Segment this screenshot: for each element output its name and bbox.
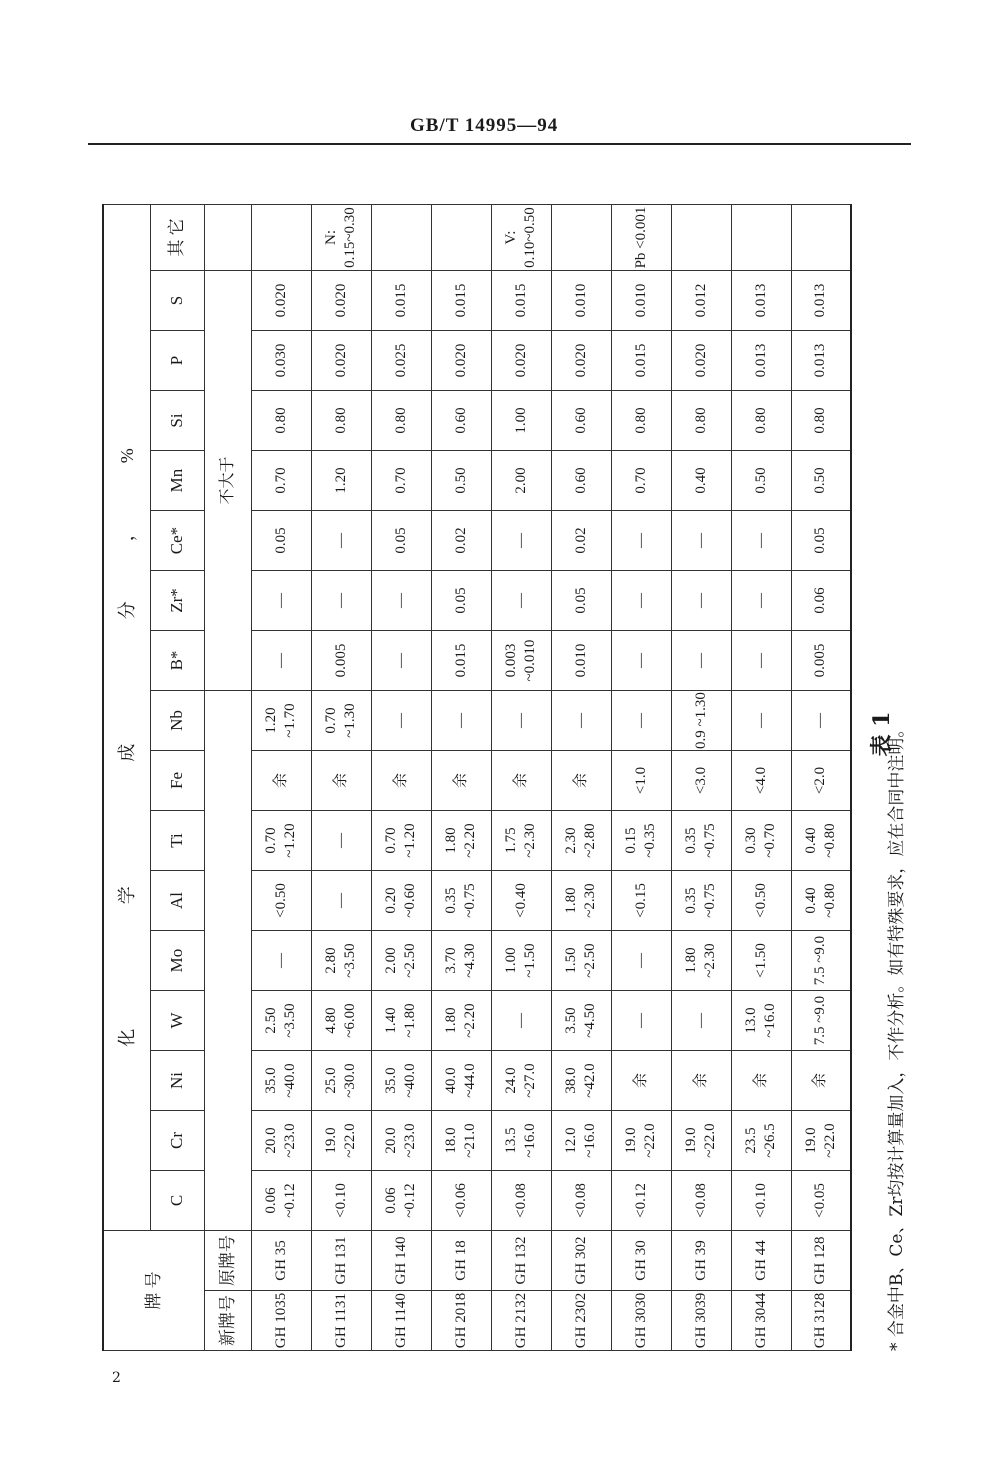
cell-ti: 1.75 ~2.30 <box>491 811 551 871</box>
element-header-row <box>150 205 204 1351</box>
cell-b: — <box>251 631 311 691</box>
cell-s: 0.012 <box>671 271 731 331</box>
cell-ce: 0.02 <box>431 511 491 571</box>
cell-p: 0.020 <box>311 331 371 391</box>
cell-c: <0.08 <box>671 1171 731 1231</box>
cell-b: 0.005 <box>311 631 371 691</box>
cell-b: — <box>731 631 791 691</box>
cell-mo: 7.5 ~9.0 <box>791 931 851 991</box>
cell-mo: 2.00 ~2.50 <box>371 931 431 991</box>
cell-si: 0.60 <box>551 391 611 451</box>
cell-ni: 38.0 ~42.0 <box>551 1051 611 1111</box>
cell-b: 0.015 <box>431 631 491 691</box>
cell-nb: — <box>491 691 551 751</box>
cell-w: 13.0 ~16.0 <box>731 991 791 1051</box>
cell-ti: 0.70 ~1.20 <box>371 811 431 871</box>
cell-b: — <box>371 631 431 691</box>
cell-mn: 0.50 <box>791 451 851 511</box>
cell-other <box>671 205 731 271</box>
cell-fe: 余 <box>251 751 311 811</box>
cell-si: 0.80 <box>731 391 791 451</box>
element-header: C <box>150 1171 204 1231</box>
cell-other <box>251 205 311 271</box>
cell-new: GH 3128 <box>791 1291 851 1351</box>
cell-zr: — <box>311 571 371 631</box>
cell-b: — <box>611 631 671 691</box>
element-header: Si <box>150 391 204 451</box>
cell-c: <0.12 <box>611 1171 671 1231</box>
cell-ce: — <box>671 511 731 571</box>
cell-b: 0.005 <box>791 631 851 691</box>
cell-mo: <1.50 <box>731 931 791 991</box>
element-header: P <box>150 331 204 391</box>
cell-ni: 35.0 ~40.0 <box>371 1051 431 1111</box>
cell-ti: 1.80 ~2.20 <box>431 811 491 871</box>
element-header: Mn <box>150 451 204 511</box>
cell-nb: — <box>731 691 791 751</box>
cell-w: — <box>491 991 551 1051</box>
cell-c: <0.10 <box>311 1171 371 1231</box>
cell-other <box>791 205 851 271</box>
cell-ti: 0.30 ~0.70 <box>731 811 791 871</box>
footnote: * 合金中B、Ce、Zr均按计算量加入，不作分析。如有特殊要求，应在合同中注明。 <box>887 720 907 1351</box>
cell-s: 0.015 <box>431 271 491 331</box>
cell-old: GH 30 <box>611 1231 671 1291</box>
element-header: Cr <box>150 1111 204 1171</box>
cell-ce: 0.05 <box>791 511 851 571</box>
cell-mo: 1.00 ~1.50 <box>491 931 551 991</box>
cell-ce: — <box>731 511 791 571</box>
cell-zr: — <box>671 571 731 631</box>
cell-mn: 0.70 <box>251 451 311 511</box>
cell-s: 0.020 <box>251 271 311 331</box>
cell-nb: — <box>371 691 431 751</box>
cell-fe: 余 <box>311 751 371 811</box>
cell-fe: 余 <box>491 751 551 811</box>
cell-al: 1.80 ~2.30 <box>551 871 611 931</box>
cell-fe: <2.0 <box>791 751 851 811</box>
cell-al: <0.15 <box>611 871 671 931</box>
cell-new: GH 1140 <box>371 1291 431 1351</box>
cell-p: 0.020 <box>551 331 611 391</box>
cell-new: GH 1035 <box>251 1291 311 1351</box>
cell-new: GH 2132 <box>491 1291 551 1351</box>
cell-other: N: 0.15~0.30 <box>311 205 371 271</box>
header-spacer <box>204 691 251 1231</box>
cell-w: 4.80 ~6.00 <box>311 991 371 1051</box>
element-header: S <box>150 271 204 331</box>
cell-w: 7.5 ~9.0 <box>791 991 851 1051</box>
cell-zr: 0.05 <box>431 571 491 631</box>
table-row <box>431 205 491 1351</box>
cell-other: V: 0.10~0.50 <box>491 205 551 271</box>
cell-old: GH 39 <box>671 1231 731 1291</box>
table-row <box>551 205 611 1351</box>
cell-new: GH 2302 <box>551 1291 611 1351</box>
cell-nb: — <box>551 691 611 751</box>
cell-cr: 13.5 ~16.0 <box>491 1111 551 1171</box>
element-header: B* <box>150 631 204 691</box>
cell-mn: 0.40 <box>671 451 731 511</box>
cell-c: <0.08 <box>551 1171 611 1231</box>
cell-ce: — <box>611 511 671 571</box>
cell-new: GH 3030 <box>611 1291 671 1351</box>
cell-nb: — <box>611 691 671 751</box>
element-header: Nb <box>150 691 204 751</box>
cell-mo: — <box>251 931 311 991</box>
table-row <box>611 205 671 1351</box>
cell-old: GH 132 <box>491 1231 551 1291</box>
cell-nb: 1.20 ~1.70 <box>251 691 311 751</box>
table-row <box>671 205 731 1351</box>
cell-mn: 1.20 <box>311 451 371 511</box>
cell-cr: 23.5 ~26.5 <box>731 1111 791 1171</box>
cell-al: 0.20 ~0.60 <box>371 871 431 931</box>
element-header: W <box>150 991 204 1051</box>
cell-new: GH 1131 <box>311 1291 371 1351</box>
cell-ni: 40.0 ~44.0 <box>431 1051 491 1111</box>
cell-ti: — <box>311 811 371 871</box>
cell-fe: <3.0 <box>671 751 731 811</box>
cell-b: 0.010 <box>551 631 611 691</box>
cell-p: 0.020 <box>671 331 731 391</box>
cell-ce: 0.05 <box>371 511 431 571</box>
element-header: Zr* <box>150 571 204 631</box>
cell-si: 0.80 <box>791 391 851 451</box>
cell-p: 0.030 <box>251 331 311 391</box>
cell-p: 0.015 <box>611 331 671 391</box>
cell-s: 0.020 <box>311 271 371 331</box>
cell-nb: 0.70 ~1.30 <box>311 691 371 751</box>
new-grade-header: 新牌号 <box>204 1291 251 1351</box>
cell-zr: — <box>251 571 311 631</box>
cell-mn: 0.70 <box>371 451 431 511</box>
cell-cr: 20.0 ~23.0 <box>371 1111 431 1171</box>
cell-p: 0.025 <box>371 331 431 391</box>
table-row <box>491 205 551 1351</box>
cell-ni: 35.0 ~40.0 <box>251 1051 311 1111</box>
cell-si: 0.80 <box>671 391 731 451</box>
cell-ce: 0.02 <box>551 511 611 571</box>
cell-ni: 余 <box>731 1051 791 1111</box>
cell-old: GH 128 <box>791 1231 851 1291</box>
cell-al: 0.40 ~0.80 <box>791 871 851 931</box>
table-row <box>791 205 851 1351</box>
standard-code: GB/T 14995—94 <box>410 115 559 136</box>
cell-mn: 0.50 <box>431 451 491 511</box>
cell-si: 0.80 <box>251 391 311 451</box>
cell-c: <0.08 <box>491 1171 551 1231</box>
cell-c: <0.05 <box>791 1171 851 1231</box>
cell-zr: — <box>491 571 551 631</box>
cell-p: 0.013 <box>791 331 851 391</box>
cell-new: GH 3039 <box>671 1291 731 1351</box>
cell-al: <0.50 <box>731 871 791 931</box>
cell-cr: 12.0 ~16.0 <box>551 1111 611 1171</box>
cell-s: 0.015 <box>371 271 431 331</box>
cell-al: <0.40 <box>491 871 551 931</box>
cell-ti: 0.15 ~0.35 <box>611 811 671 871</box>
cell-si: 0.80 <box>611 391 671 451</box>
cell-si: 0.80 <box>311 391 371 451</box>
element-header: 其 它 <box>150 205 204 271</box>
cell-zr: — <box>371 571 431 631</box>
cell-fe: <4.0 <box>731 751 791 811</box>
cell-other <box>551 205 611 271</box>
cell-old: GH 18 <box>431 1231 491 1291</box>
cell-c: <0.06 <box>431 1171 491 1231</box>
cell-w: 1.80 ~2.20 <box>431 991 491 1051</box>
cell-mo: 3.70 ~4.30 <box>431 931 491 991</box>
cell-new: GH 2018 <box>431 1291 491 1351</box>
cell-old: GH 140 <box>371 1231 431 1291</box>
cell-mo: 1.80 ~2.30 <box>671 931 731 991</box>
cell-new: GH 3044 <box>731 1291 791 1351</box>
cell-w: — <box>611 991 671 1051</box>
cell-ni: 余 <box>791 1051 851 1111</box>
cell-al: 0.35 ~0.75 <box>431 871 491 931</box>
element-header: Fe <box>150 751 204 811</box>
other-spacer <box>204 205 251 271</box>
cell-zr: 0.05 <box>551 571 611 631</box>
cell-ce: — <box>491 511 551 571</box>
cell-c: 0.06 ~0.12 <box>371 1171 431 1231</box>
old-grade-header: 原牌号 <box>204 1231 251 1291</box>
cell-cr: 19.0 ~22.0 <box>791 1111 851 1171</box>
table-row <box>371 205 431 1351</box>
cell-fe: <1.0 <box>611 751 671 811</box>
page-number: 2 <box>112 1370 121 1386</box>
cell-w: 1.40 ~1.80 <box>371 991 431 1051</box>
table-caption: 表 1 <box>869 711 895 757</box>
cell-p: 0.020 <box>431 331 491 391</box>
cell-other <box>431 205 491 271</box>
cell-p: 0.020 <box>491 331 551 391</box>
cell-s: 0.010 <box>611 271 671 331</box>
cell-s: 0.010 <box>551 271 611 331</box>
cell-fe: 余 <box>431 751 491 811</box>
cell-ni: 25.0 ~30.0 <box>311 1051 371 1111</box>
element-header: Mo <box>150 931 204 991</box>
grade-header: 牌 号 <box>103 1231 204 1351</box>
composition-header: 化 学 成 分，% <box>103 205 150 1231</box>
element-header: Ce* <box>150 511 204 571</box>
cell-ti: 0.40 ~0.80 <box>791 811 851 871</box>
limit-note: 不大于 <box>204 271 251 691</box>
cell-s: 0.013 <box>731 271 791 331</box>
table-row <box>251 205 311 1351</box>
cell-w: 3.50 ~4.50 <box>551 991 611 1051</box>
cell-nb: 0.9 ~1.30 <box>671 691 731 751</box>
cell-cr: 18.0 ~21.0 <box>431 1111 491 1171</box>
cell-mn: 0.60 <box>551 451 611 511</box>
cell-al: 0.35 ~0.75 <box>671 871 731 931</box>
cell-zr: — <box>731 571 791 631</box>
cell-p: 0.013 <box>731 331 791 391</box>
cell-old: GH 131 <box>311 1231 371 1291</box>
cell-ni: 24.0 ~27.0 <box>491 1051 551 1111</box>
cell-cr: 20.0 ~23.0 <box>251 1111 311 1171</box>
cell-nb: — <box>791 691 851 751</box>
cell-si: 0.60 <box>431 391 491 451</box>
cell-old: GH 302 <box>551 1231 611 1291</box>
element-header: Al <box>150 871 204 931</box>
cell-zr: — <box>611 571 671 631</box>
cell-ce: 0.05 <box>251 511 311 571</box>
cell-ti: 0.70 ~1.20 <box>251 811 311 871</box>
cell-ce: — <box>311 511 371 571</box>
cell-cr: 19.0 ~22.0 <box>611 1111 671 1171</box>
cell-old: GH 44 <box>731 1231 791 1291</box>
cell-mo: 1.50 ~2.50 <box>551 931 611 991</box>
cell-mo: 2.80 ~3.50 <box>311 931 371 991</box>
cell-fe: 余 <box>371 751 431 811</box>
cell-si: 0.80 <box>371 391 431 451</box>
cell-s: 0.013 <box>791 271 851 331</box>
cell-zr: 0.06 <box>791 571 851 631</box>
cell-other <box>371 205 431 271</box>
cell-other <box>731 205 791 271</box>
cell-ni: 余 <box>671 1051 731 1111</box>
cell-mn: 2.00 <box>491 451 551 511</box>
cell-cr: 19.0 ~22.0 <box>671 1111 731 1171</box>
table-row <box>311 205 371 1351</box>
cell-mn: 0.70 <box>611 451 671 511</box>
cell-other: Pb <0.001 <box>611 205 671 271</box>
cell-mo: — <box>611 931 671 991</box>
element-header: Ti <box>150 811 204 871</box>
cell-fe: 余 <box>551 751 611 811</box>
composition-table <box>102 204 852 1351</box>
table-body <box>251 205 851 1351</box>
cell-c: 0.06 ~0.12 <box>251 1171 311 1231</box>
table-row <box>731 205 791 1351</box>
cell-b: 0.003 ~0.010 <box>491 631 551 691</box>
cell-cr: 19.0 ~22.0 <box>311 1111 371 1171</box>
cell-si: 1.00 <box>491 391 551 451</box>
cell-old: GH 35 <box>251 1231 311 1291</box>
cell-c: <0.10 <box>731 1171 791 1231</box>
cell-w: 2.50 ~3.50 <box>251 991 311 1051</box>
cell-b: — <box>671 631 731 691</box>
cell-w: — <box>671 991 731 1051</box>
cell-ti: 2.30 ~2.80 <box>551 811 611 871</box>
element-header: Ni <box>150 1051 204 1111</box>
cell-ti: 0.35 ~0.75 <box>671 811 731 871</box>
cell-ni: 余 <box>611 1051 671 1111</box>
cell-mn: 0.50 <box>731 451 791 511</box>
cell-al: <0.50 <box>251 871 311 931</box>
cell-s: 0.015 <box>491 271 551 331</box>
cell-al: — <box>311 871 371 931</box>
cell-nb: — <box>431 691 491 751</box>
